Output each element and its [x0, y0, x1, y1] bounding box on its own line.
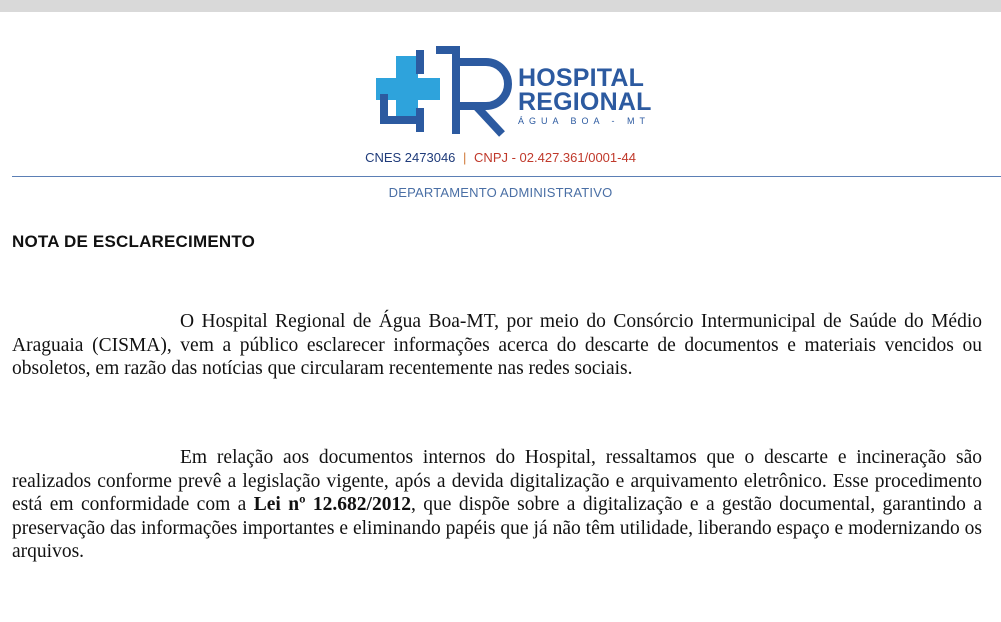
- cnes-number: CNES 2473046: [365, 150, 456, 165]
- paragraph-2-text-after: , que dispõe sobre a digitalização e a gestão documental, garantindo a preservação das informações importantes e eliminando papéis que já não têm utilidade, liberando espaço e modernizando os arquivos.: [12, 494, 982, 562]
- header-divider: [12, 176, 1001, 177]
- logo-text: [518, 66, 652, 126]
- document-title: NOTA DE ESCLARECIMENTO: [12, 232, 256, 251]
- logo-hospital-text: HOSPITAL: [518, 64, 645, 92]
- registration-ids: [0, 150, 1001, 165]
- cnpj-number: CNPJ - 02.427.361/0001-44: [474, 150, 636, 165]
- paragraph-2-text-before: Em relação aos documentos internos do Hospital, ressaltamos que o descarte e incineração são realizados conforme prevê a legislação vigente, após a devida digitalização e arquivamento eletrônico. Esse procedimento está em conformidade com a: [12, 447, 982, 515]
- department-name: DEPARTAMENTO ADMINISTRATIVO: [388, 185, 613, 200]
- id-separator: |: [463, 150, 467, 165]
- law-reference: Lei nº 12.682/2012: [253, 494, 411, 515]
- paragraph-2: [12, 446, 982, 564]
- logo-regional-text: REGIONAL: [518, 88, 652, 116]
- logo-location-text: ÁGUA BOA - MT: [518, 116, 651, 126]
- top-bar: [0, 0, 1001, 12]
- paragraph-1: O Hospital Regional de Água Boa-MT, por meio do Consórcio Intermunicipal de Saúde do Médio Araguaia (CISMA), vem a público esclarecer informações acerca do descarte de documentos e materiais vencidos ou obsoletos, em razão das notícias que circularam recentemente nas redes sociais.: [12, 311, 982, 379]
